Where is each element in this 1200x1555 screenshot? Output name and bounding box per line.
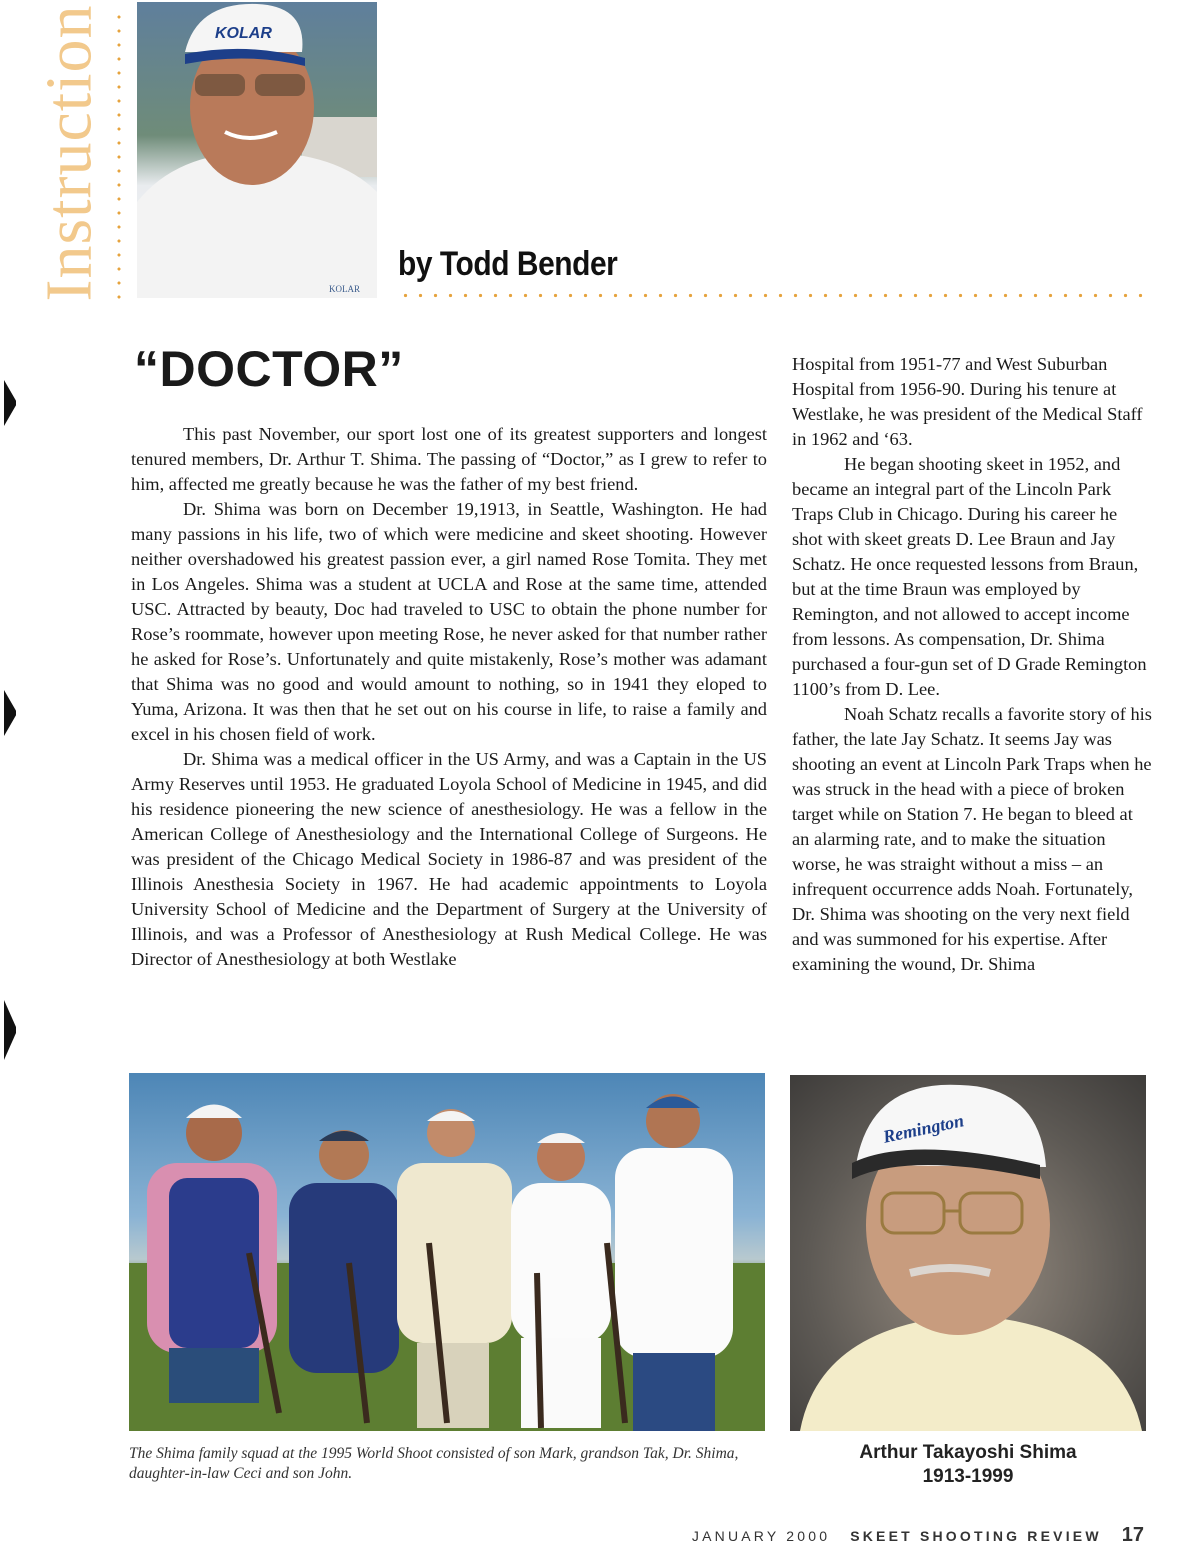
vertical-dot-rule xyxy=(117,10,121,300)
author-photo-illustration xyxy=(137,2,377,298)
scan-edge-mark xyxy=(4,1000,16,1060)
scan-edge-mark xyxy=(4,690,16,736)
portrait-caption xyxy=(790,1441,1146,1489)
cap-logo-text: KOLAR xyxy=(215,25,272,42)
portrait-photo xyxy=(790,1075,1146,1431)
section-label: Instruction xyxy=(32,4,106,302)
paragraph: Dr. Shima was born on December 19,1913, in Seattle, Washington. He had many passions in his life, two of which were medicine and skeet shooting. However neither overshadowed his greatest passion ever, a girl named Rose Tomita. They met in Los Angeles. Shima was a student at UCLA and Rose at the same time, attended USC. Attracted by beauty, Doc had traveled to USC to obtain the phone number for Rose’s roommate, however upon meeting Rose, he never asked for that number rather he asked for Rose’s. Unfortunately and quite mistakenly, Rose’s mother was adamant that Shima was no good and would amount to nothing, so in 1941 they eloped to Yuma, Arizona. It was then that he set out on his course in life, to raise a family and excel in his chosen field of work. xyxy=(131,499,767,744)
page-footer xyxy=(692,1524,1144,1547)
byline: by Todd Bender xyxy=(398,245,618,283)
article-column-left xyxy=(131,422,767,972)
issue-date: JANUARY 2000 xyxy=(691,1528,831,1544)
horizontal-dot-rule xyxy=(398,293,1146,298)
article-title: “DOCTOR” xyxy=(134,341,404,397)
family-photo xyxy=(129,1073,765,1431)
cap-logo-text: Remington xyxy=(881,1110,966,1147)
paragraph: Noah Schatz recalls a favorite story of his father, the late Jay Schatz. It seems Jay was shooting an event at Lincoln Park Traps when he was struck in the head with a piece of broken target while on Station 7. He began to bleed at an alarming rate, and to make the situation worse, he was straight without a miss – an infrequent occurrence adds Noah. Fortunately, Dr. Shima was shooting on the very next field and was summoned for his expertise. After examining the wound, Dr. Shima xyxy=(792,704,1152,974)
article-column-right xyxy=(792,352,1152,977)
scan-edge-mark xyxy=(4,380,16,426)
page-number: 17 xyxy=(1121,1524,1144,1546)
family-photo-illustration xyxy=(129,1073,765,1431)
portrait-name: Arthur Takayoshi Shima xyxy=(859,1442,1077,1463)
paragraph: Dr. Shima was a medical officer in the US Army, and was a Captain in the US Army Reserves until 1953. He graduated Loyola School of Medicine in 1945, and did his residence pioneering the new science of anesthesiology. He was a fellow in the American College of Anesthesiology and the International College of Surgeons. He was president of the Chicago Medical Society in 1986-87 and was president of the Illinois Anesthesia Society in 1967. He had academic appointments to Loyola University School of Medicine and the Department of Surgery at the University of Illinois, and was a Professor of Anesthesiology at Rush Medical College. He was Director of Anesthesiology at both Westlake xyxy=(131,749,767,969)
portrait-photo-illustration xyxy=(790,1075,1146,1431)
magazine-name: SKEET SHOOTING REVIEW xyxy=(850,1528,1102,1544)
paragraph: He began shooting skeet in 1952, and became an integral part of the Lincoln Park Traps Club in Chicago. During his career he shot with skeet greats D. Lee Braun and Jay Schatz. He once requested lessons from Braun, but at the time Braun was employed by Remington, and not allowed to accept income from lessons. As compensation, Dr. Shima purchased a four-gun set of D Grade Remington 1100’s from D. Lee. xyxy=(792,454,1147,699)
photo-watermark: KOLAR xyxy=(329,284,360,294)
paragraph: Hospital from 1951-77 and West Suburban Hospital from 1956-90. During his tenure at Westlake, he was president of the Medical Staff in 1962 and ‘63. xyxy=(792,354,1143,449)
portrait-years: 1913-1999 xyxy=(922,1466,1014,1487)
section-tab xyxy=(32,4,106,302)
family-photo-caption: The Shima family squad at the 1995 World Shoot consisted of son Mark, grandson Tak, Dr. Shima, daughter-in-law Ceci and son John. xyxy=(129,1445,739,1482)
author-photo xyxy=(137,2,377,298)
paragraph: This past November, our sport lost one of its greatest supporters and longest tenured members, Dr. Arthur T. Shima. The passing of “Doctor,” as I grew to refer to him, affected me greatly because he was the father of my best friend. xyxy=(131,424,767,494)
